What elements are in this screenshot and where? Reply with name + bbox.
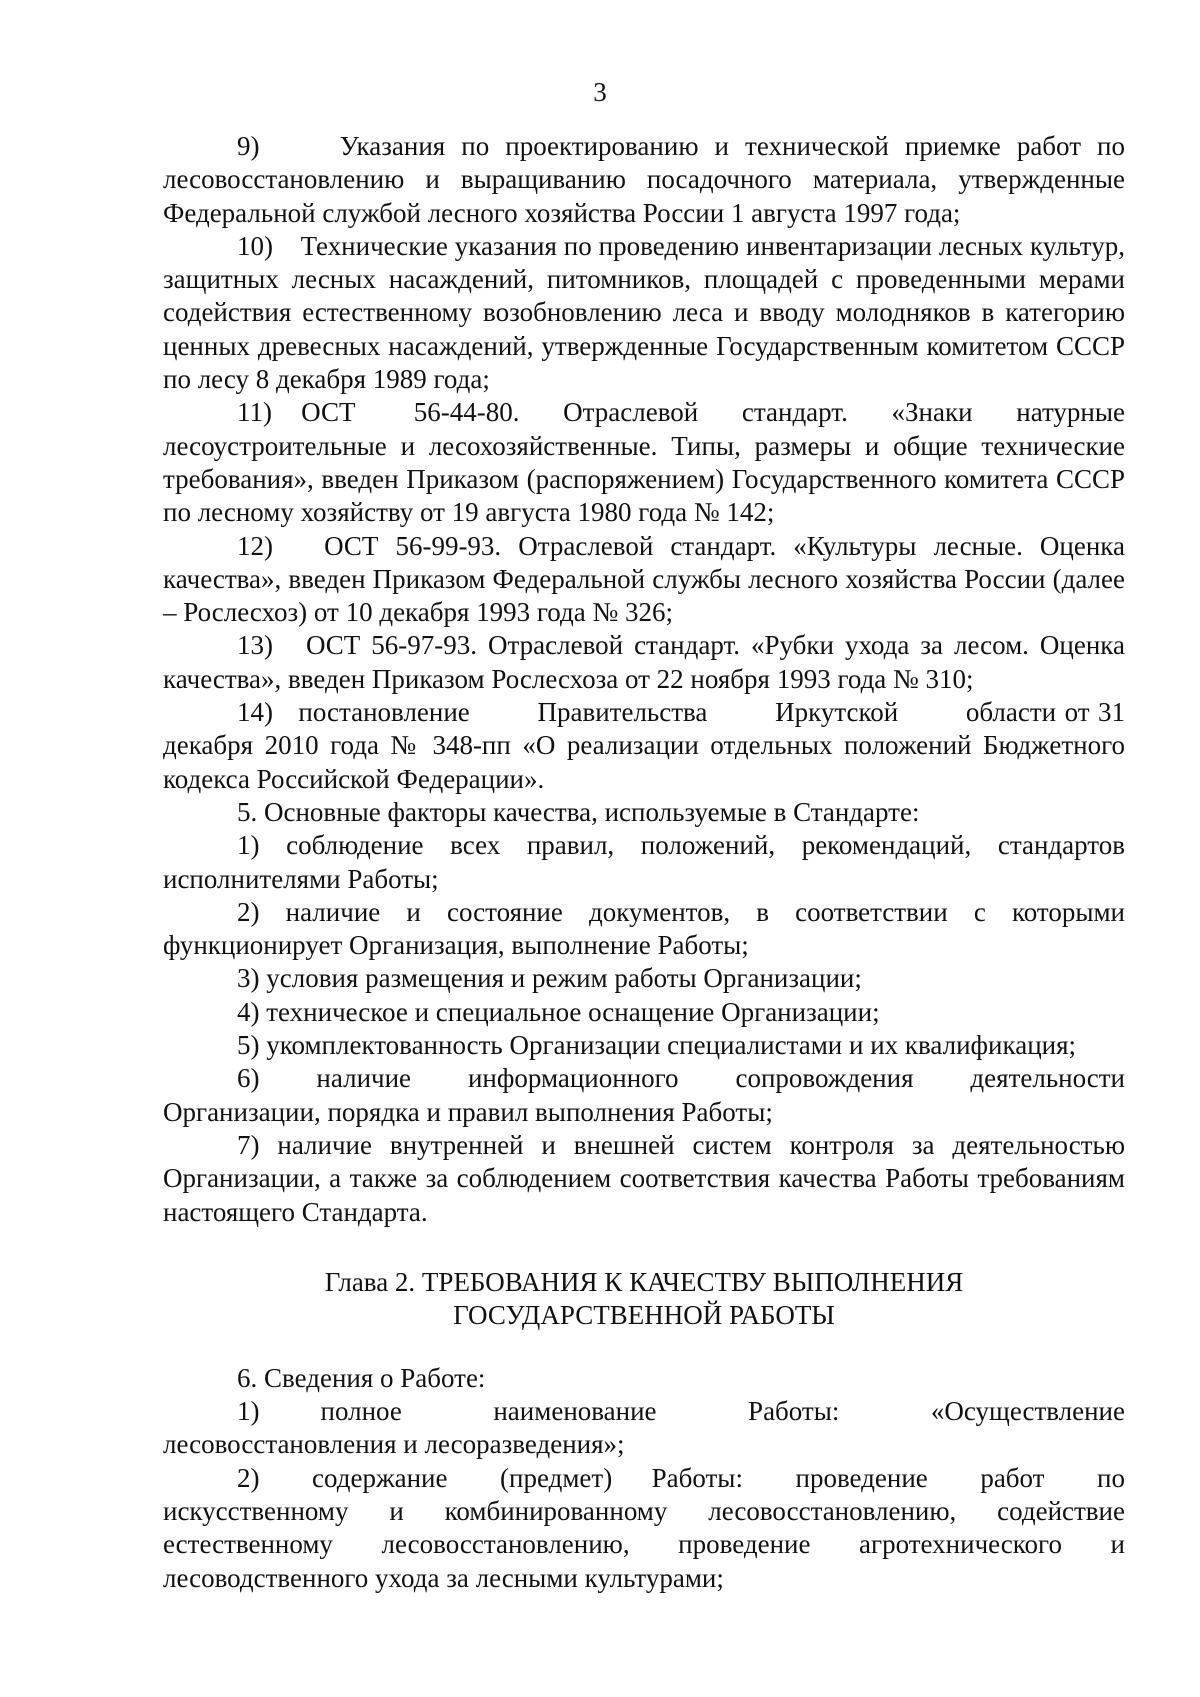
work-info-item-2: 2) содержание (предмет) Работы: проведение работ по искусственному и комбинированному лесовосстановлению, содействие естественному лесовосстановлению, проведение агротехнического и лесоводственного ухода за лесными культурами; — [163, 1462, 1125, 1593]
factor-item-6: 6) наличие информационного сопровождения деятельности Организации, порядка и правил выполнения Работы; — [163, 1063, 1125, 1127]
chapter-heading-line-2: ГОСУДАРСТВЕННОЙ РАБОТЫ — [453, 1299, 835, 1330]
factor-item-1: 1) соблюдение всех правил, положений, рекомендаций, стандартов исполнителями Работы; — [163, 830, 1125, 894]
list-item-9: 9) Указания по проектированию и технической приемке работ по лесовосстановлению и выращиванию посадочного материала, утвержденные Федеральной службой лесного хозяйства России 1 августа 1997 года; — [163, 131, 1125, 228]
section-5-heading: 5. Основные факторы качества, используемые в Стандарте: — [237, 796, 920, 827]
list-item-11: 11) ОСТ 56-44-80. Отраслевой стандарт. «Знаки натурные лесоустроительные и лесохозяйственные. Типы, размеры и общие технические требования», введен Приказом (распоряжением) Государственного комитета СССР по лесному хозяйству от 19 августа 1980 года № 142; — [163, 397, 1125, 528]
factor-item-2: 2) наличие и состояние документов, в соответствии с которыми функционирует Организация, выполнение Работы; — [163, 896, 1125, 961]
list-item-12: 12) ОСТ 56-99-93. Отраслевой стандарт. «Культуры лесные. Оценка качества», введен Приказом Федеральной службы лесного хозяйства России (далее – Рослесхоз) от 10 декабря 1993 года № 326; — [163, 530, 1125, 628]
factor-item-4: 4) техническое и специальное оснащение Организации; — [237, 996, 880, 1027]
list-item-14: 14) постановление Правительства Иркутской области от 31 декабря 2010 года № 348-пп «О реализации отдельных положений Бюджетного кодекса Российской Федерации». — [163, 697, 1125, 794]
factor-item-3: 3) условия размещения и режим работы Организации; — [237, 963, 862, 994]
chapter-heading — [163, 1266, 1125, 1332]
page-number: 3 — [593, 77, 607, 107]
work-info-item-1: 1) полное наименование Работы: «Осуществление лесовосстановления и лесоразведения»; — [163, 1396, 1125, 1460]
chapter-heading-line-1: Глава 2. ТРЕБОВАНИЯ К КАЧЕСТВУ ВЫПОЛНЕНИЯ — [324, 1266, 964, 1297]
list-item-13: 13) ОСТ 56-97-93. Отраслевой стандарт. «Рубки ухода за лесом. Оценка качества», введен Приказом Рослесхоза от 22 ноября 1993 года № 310; — [163, 630, 1125, 694]
list-item-10: 10) Технические указания по проведению инвентаризации лесных культур, защитных лесных насаждений, питомников, площадей с проведенными мерами содействия естественному возобновлению леса и вводу молодняков в категорию ценных древесных насаждений, утвержденные Государственным комитетом СССР по лесу 8 декабря 1989 года; — [163, 230, 1125, 395]
document-body — [163, 130, 1125, 1595]
factor-item-5: 5) укомплектованность Организации специалистами и их квалификация; — [237, 1030, 1077, 1061]
section-6-heading: 6. Сведения о Работе: — [237, 1362, 486, 1393]
factor-item-7: 7) наличие внутренней и внешней систем контроля за деятельностью Организации, а также за соблюдением соответствия качества Работы требованиям настоящего Стандарта. — [163, 1129, 1125, 1227]
